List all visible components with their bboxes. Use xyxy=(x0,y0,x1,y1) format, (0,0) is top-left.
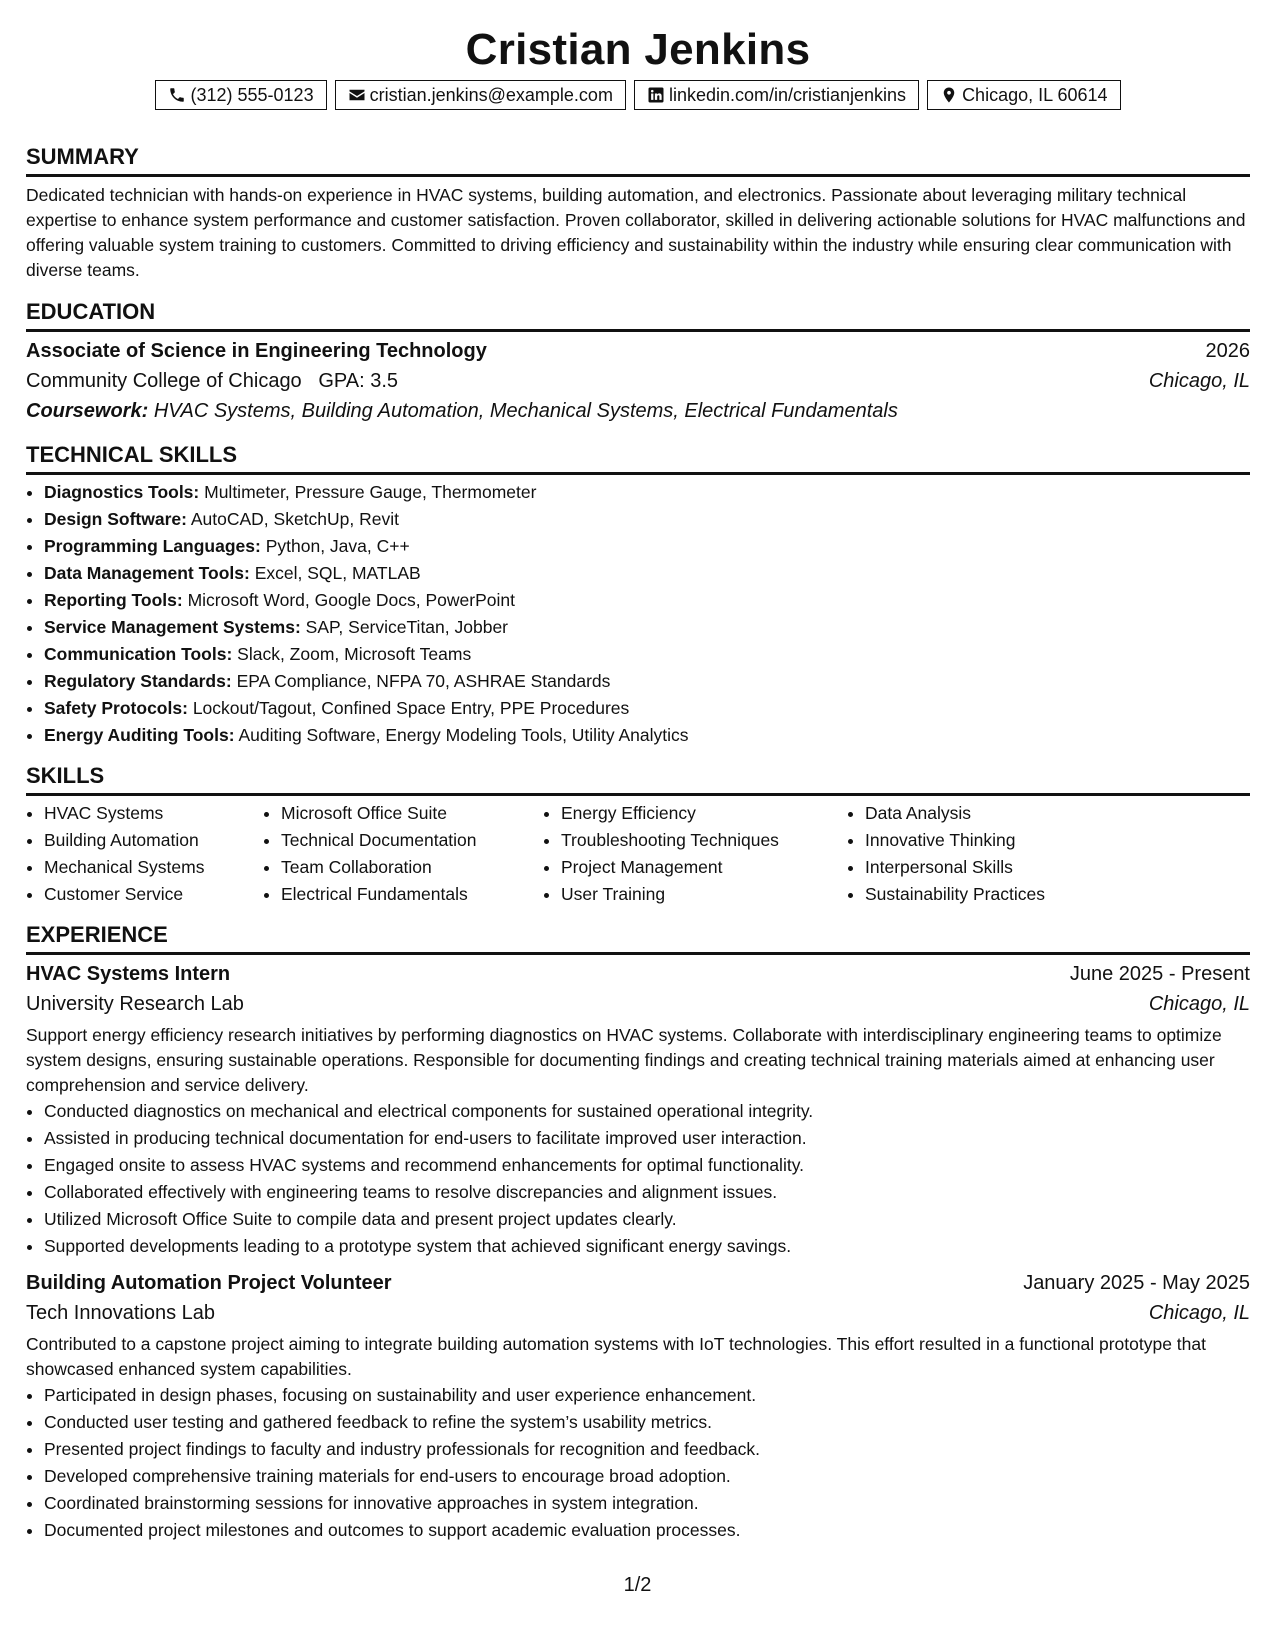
job-org-row xyxy=(26,989,1250,1019)
list-item: • Energy Efficiency xyxy=(561,800,823,827)
list-item: • HVAC Systems xyxy=(44,800,239,827)
tech-skill-label: Regulatory Standards: xyxy=(44,671,232,691)
skills-heading: SKILLS xyxy=(26,763,1250,796)
list-item xyxy=(44,695,1250,722)
linkedin-icon xyxy=(647,86,665,104)
list-item xyxy=(44,533,1250,560)
list-item: • Supported developments leading to a prototype system that achieved significant energy savings. xyxy=(44,1233,1250,1260)
list-item: • Conducted user testing and gathered feedback to refine the system’s usability metrics. xyxy=(44,1409,1250,1436)
tech-skill-label: Communication Tools: xyxy=(44,644,233,664)
contact-phone xyxy=(155,80,326,110)
list-item: • Team Collaboration xyxy=(281,854,519,881)
list-item: • Project Management xyxy=(561,854,823,881)
list-item xyxy=(44,560,1250,587)
list-item xyxy=(44,722,1250,749)
map-pin-icon xyxy=(940,86,958,104)
list-item: • Building Automation xyxy=(44,827,239,854)
list-item xyxy=(44,668,1250,695)
resume-page xyxy=(26,22,1250,1544)
job-org: Tech Innovations Lab xyxy=(26,1302,216,1324)
job-org-row xyxy=(26,1298,1250,1328)
tech-skill-value: Multimeter, Pressure Gauge, Thermometer xyxy=(204,482,537,502)
skills-columns xyxy=(26,800,1250,908)
job-bullets xyxy=(26,1382,1250,1544)
education-degree: Associate of Science in Engineering Technology xyxy=(26,340,487,362)
list-item: • Customer Service xyxy=(44,881,239,908)
job-bullets xyxy=(26,1098,1250,1260)
tech-skill-label: Diagnostics Tools: xyxy=(44,482,200,502)
list-item: • Mechanical Systems xyxy=(44,854,239,881)
list-item: • Collaborated effectively with engineering teams to resolve discrepancies and alignment issues. xyxy=(44,1179,1250,1206)
tech-skill-label: Safety Protocols: xyxy=(44,698,188,718)
technical-skills-list xyxy=(26,479,1250,749)
skills-column-1 xyxy=(26,800,239,908)
job-title: HVAC Systems Intern xyxy=(26,963,231,985)
tech-skill-value: SAP, ServiceTitan, Jobber xyxy=(305,617,508,637)
list-item: • Developed comprehensive training materials for end-users to encourage broad adoption. xyxy=(44,1463,1250,1490)
education-year: 2026 xyxy=(1205,340,1250,362)
list-item: • Documented project milestones and outcomes to support academic evaluation processes. xyxy=(44,1517,1250,1544)
envelope-icon xyxy=(348,86,366,104)
job-description: Support energy efficiency research initiatives by performing diagnostics on HVAC systems. Collaborate with interdisciplinary engineering teams to optimize system designs, ensuring sustainable operations. Responsible for documenting findings and creating technical training materials aimed at enhancing user comprehension and service delivery. xyxy=(26,1025,1222,1095)
contact-email[interactable] xyxy=(335,80,626,110)
resume-name: Cristian Jenkins xyxy=(465,25,811,74)
contact-location-text: Chicago, IL 60614 xyxy=(962,84,1108,105)
list-item: • Assisted in producing technical documentation for end-users to facilitate improved user interaction. xyxy=(44,1125,1250,1152)
job-dates: June 2025 - Present xyxy=(1069,963,1250,985)
list-item xyxy=(44,614,1250,641)
tech-skill-value: Excel, SQL, MATLAB xyxy=(254,563,421,583)
list-item: • Coordinated brainstorming sessions for innovative approaches in system integration. xyxy=(44,1490,1250,1517)
contact-email-text: cristian.jenkins@example.com xyxy=(369,84,613,105)
education-heading: EDUCATION xyxy=(26,299,1250,332)
list-item: • Utilized Microsoft Office Suite to compile data and present project updates clearly. xyxy=(44,1206,1250,1233)
tech-skill-value: Microsoft Word, Google Docs, PowerPoint xyxy=(187,590,516,610)
list-item: • Data Analysis xyxy=(865,800,1085,827)
coursework-list: HVAC Systems, Building Automation, Mechanical Systems, Electrical Fundamentals xyxy=(153,400,898,422)
summary-heading: SUMMARY xyxy=(26,144,1250,177)
education-gpa: GPA: 3.5 xyxy=(318,370,399,392)
list-item: • Electrical Fundamentals xyxy=(281,881,519,908)
summary-text: Dedicated technician with hands-on experience in HVAC systems, building automation, and electronics. Passionate about leveraging military technical expertise to enhance system performance and customer satisfaction. Proven collaborator, skilled in delivering actionable solutions for HVAC malfunctions and offering valuable system training to customers. Committed to driving efficiency and sustainability within the industry while ensuring clear communication with diverse teams. xyxy=(26,185,1246,280)
list-item: • User Training xyxy=(561,881,823,908)
contact-phone-text: (312) 555-0123 xyxy=(190,84,314,105)
list-item xyxy=(44,506,1250,533)
job-dates: January 2025 - May 2025 xyxy=(1023,1272,1250,1294)
job-description: Contributed to a capstone project aiming to integrate building automation systems with IoT technologies. This effort resulted in a functional prototype that showcased enhanced system capabilities. xyxy=(26,1334,1206,1379)
job-title-row xyxy=(26,959,1250,989)
list-item xyxy=(44,479,1250,506)
tech-skill-value: EPA Compliance, NFPA 70, ASHRAE Standards xyxy=(236,671,611,691)
list-item xyxy=(44,641,1250,668)
summary-section xyxy=(26,144,1250,283)
job-location: Chicago, IL xyxy=(1148,1302,1250,1324)
list-item: • Participated in design phases, focusing on sustainability and user experience enhancement. xyxy=(44,1382,1250,1409)
tech-skill-value: Auditing Software, Energy Modeling Tools, Utility Analytics xyxy=(238,725,689,745)
technical-skills-section xyxy=(26,442,1250,749)
list-item: • Conducted diagnostics on mechanical and electrical components for sustained operational integrity. xyxy=(44,1098,1250,1125)
skills-section xyxy=(26,763,1250,908)
list-item: • Technical Documentation xyxy=(281,827,519,854)
phone-icon xyxy=(168,86,186,104)
education-school-row xyxy=(26,366,1250,396)
list-item: • Innovative Thinking xyxy=(865,827,1085,854)
skills-column-2 xyxy=(263,800,519,908)
contact-bar xyxy=(26,80,1250,110)
skills-column-4 xyxy=(847,800,1085,908)
tech-skill-label: Programming Languages: xyxy=(44,536,261,556)
tech-skill-value: Lockout/Tagout, Confined Space Entry, PPE Procedures xyxy=(192,698,630,718)
education-section xyxy=(26,299,1250,426)
contact-linkedin-text: linkedin.com/in/cristianjenkins xyxy=(668,84,907,105)
tech-skill-value: Python, Java, C++ xyxy=(265,536,410,556)
list-item: • Presented project findings to faculty and industry professionals for recognition and feedback. xyxy=(44,1436,1250,1463)
experience-heading: EXPERIENCE xyxy=(26,922,1250,955)
coursework-label: Coursework: xyxy=(26,400,149,422)
contact-linkedin[interactable] xyxy=(634,80,919,110)
job-title: Building Automation Project Volunteer xyxy=(26,1272,392,1294)
list-item: • Engaged onsite to assess HVAC systems and recommend enhancements for optimal functionality. xyxy=(44,1152,1250,1179)
list-item xyxy=(44,587,1250,614)
education-degree-row xyxy=(26,336,1250,366)
job-entry xyxy=(26,959,1250,1260)
tech-skill-label: Reporting Tools: xyxy=(44,590,183,610)
education-school: Community College of Chicago xyxy=(26,370,302,392)
page-number: 1/2 xyxy=(623,1574,652,1596)
job-location: Chicago, IL xyxy=(1148,993,1250,1015)
list-item: • Interpersonal Skills xyxy=(865,854,1085,881)
job-title-row xyxy=(26,1268,1250,1298)
list-item: • Sustainability Practices xyxy=(865,881,1085,908)
tech-skill-label: Data Management Tools: xyxy=(44,563,250,583)
job-org: University Research Lab xyxy=(26,993,244,1015)
list-item: • Microsoft Office Suite xyxy=(281,800,519,827)
tech-skill-value: AutoCAD, SketchUp, Revit xyxy=(190,509,399,529)
tech-skill-label: Energy Auditing Tools: xyxy=(44,725,235,745)
job-entry xyxy=(26,1268,1250,1544)
technical-skills-heading: TECHNICAL SKILLS xyxy=(26,442,1250,475)
tech-skill-label: Service Management Systems: xyxy=(44,617,301,637)
tech-skill-value: Slack, Zoom, Microsoft Teams xyxy=(237,644,472,664)
list-item: • Troubleshooting Techniques xyxy=(561,827,823,854)
education-location: Chicago, IL xyxy=(1148,370,1250,392)
education-coursework xyxy=(26,396,1250,426)
skills-column-3 xyxy=(543,800,823,908)
contact-location xyxy=(927,80,1120,110)
tech-skill-label: Design Software: xyxy=(44,509,187,529)
experience-section xyxy=(26,922,1250,1544)
